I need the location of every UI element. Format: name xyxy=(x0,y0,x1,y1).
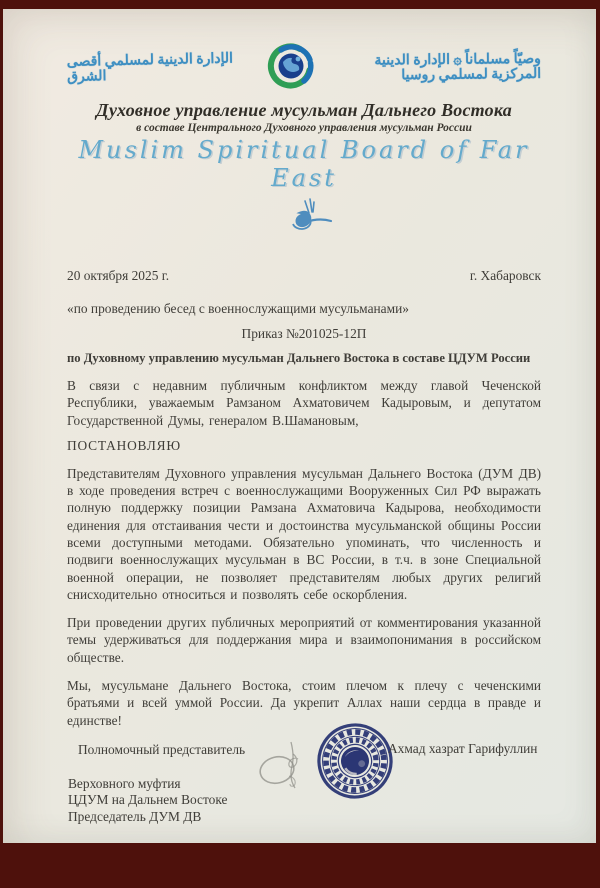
body-paragraph-4: Мы, мусульмане Дальнего Востока, стоим плечом к плечу с чеченскими братьями и всей уммой России. Да укрепит Аллах наши сердца в правде и единстве! xyxy=(67,677,541,728)
round-stamp-icon xyxy=(316,722,394,800)
signer-role-detail: Председатель ДУМ ДВ xyxy=(68,808,202,824)
organization-title-english: Muslim Spiritual Board of Far East xyxy=(78,136,530,192)
arabic-calligraphy-right: وصيّاً مسلماناً ۞ الإدارة الدينية المركزية لمسلمي روسيا xyxy=(374,51,542,84)
document-subject: «по проведению бесед с военнослужащими мусульманами» xyxy=(67,301,409,316)
signature-icon xyxy=(255,734,313,808)
date-city-row xyxy=(67,268,541,284)
globe-swirl-emblem-icon xyxy=(267,42,315,90)
resolve-word: ПОСТАНОВЛЯЮ xyxy=(67,437,181,453)
letterhead xyxy=(67,42,541,95)
order-number: Приказ №201025-12П xyxy=(241,326,367,341)
body-paragraph-1: В связи с недавним публичным конфликтом между главой Чеченской Республики, уважаемым Рамзаном Ахматовичем Кадыровым, и депутатом Государственной Думы, генералом В.Шамановым, xyxy=(67,378,541,428)
signer-name: Ахмад хазрат Гарифуллин xyxy=(388,740,538,756)
order-addressee: по Духовному управлению мусульман Дальнего Востока в составе ЦДУМ России xyxy=(67,351,531,365)
body-paragraph-2: Представителям Духовного управления мусульман Дальнего Востока (ДУМ ДВ) в ходе проведения встреч с военнослужащими Вооруженных Сил РФ выражать полную поддержку позиции Рамзана Ахматовича Кадырова, необходимости единения для отстаивания чести и достоинства мусульманской общины России всеми доступными методами. Обязательно упоминать, что численность и подвиги военнослужащих мусульман в ВС России, в т.ч. в зоне Специальной военной операции, не позволяет представителям любых других религий снисходительно относиться и позволять себе оскорбления. xyxy=(67,465,541,602)
organization-logo xyxy=(267,42,315,95)
letter-paper xyxy=(3,9,596,843)
tughra-icon xyxy=(272,195,336,243)
body-paragraph-3: При проведении других публичных мероприятий от комментирования указанной темы удерживаться для поддержания мира и взаимопонимания в российском обществе. xyxy=(67,615,541,665)
document-city: г. Хабаровск xyxy=(469,268,541,283)
document-date: 20 октября 2025 г. xyxy=(67,268,170,283)
arabic-calligraphy-left: الإدارة الدينية لمسلمي أقصى الشرق xyxy=(66,51,234,86)
handwritten-signature xyxy=(255,734,313,812)
signature-block xyxy=(67,738,541,888)
signer-role: Полномочный представитель xyxy=(78,741,246,757)
letter-content xyxy=(3,9,596,888)
signer-role-details xyxy=(68,776,227,826)
tughra-calligraphy xyxy=(67,195,541,243)
organization-title: Духовное управление мусульман Дальнего Востока xyxy=(96,100,512,120)
signer-role-detail: Верховного муфтия xyxy=(68,775,181,791)
signer-role-detail: ЦДУМ на Дальнем Востоке xyxy=(68,792,228,808)
organization-subtitle: в составе Центрального Духовного управления мусульман России xyxy=(136,122,472,134)
official-stamp xyxy=(316,722,394,804)
